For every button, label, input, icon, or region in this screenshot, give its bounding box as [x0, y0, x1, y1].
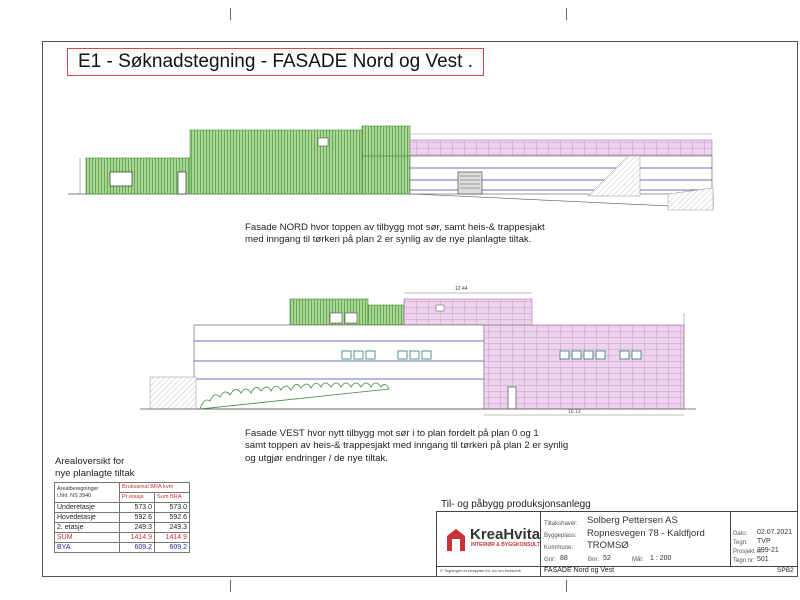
- dimension-label: 16.13: [568, 409, 581, 415]
- green-wing-high: [190, 130, 362, 194]
- table-row-bya: BYA 609.2 609.2: [55, 543, 190, 553]
- registration-tick: [566, 580, 567, 592]
- table-row: Underetasje 573.0 573.0: [55, 503, 190, 513]
- north-caption-line: med inngang til tørkeri på plan 2 er synlig av de nye planlagte tiltak.: [245, 234, 532, 246]
- table-row: Hovedetasje 592.6 592.6: [55, 513, 190, 523]
- area-overview-title: Arealoversikt for nye planlagte tiltak: [55, 456, 135, 479]
- table-row-sum: SUM 1414.9 1414.9: [55, 533, 190, 543]
- registration-tick: [230, 8, 231, 20]
- pink-top-strip: [410, 140, 712, 156]
- table-header: Bruksareal BRA kvm: [120, 483, 190, 493]
- window: [110, 172, 132, 186]
- title-block-heading: Til- og påbygg produksjonsanlegg: [441, 499, 591, 510]
- north-caption-line: Fasade NORD hvor toppen av tilbygg mot sør, samt heis-& trappesjakt: [245, 222, 545, 233]
- west-caption-line: samt toppen av heis-& trappesjakt med inngang til tørkeri på plan 2 er synlig: [245, 440, 569, 452]
- copyright: © Tegningen er beskyttet iht. lov om åndsverk: [440, 568, 521, 573]
- logo-icon: [445, 527, 467, 553]
- sheet-id: SPB2: [777, 567, 794, 574]
- west-caption-line: og utgjør endringer / de nye tiltak.: [245, 452, 388, 464]
- logo-name: KreaHvita: [470, 526, 541, 543]
- garage-door: [458, 172, 482, 194]
- west-caption-line: Fasade VEST hvor nytt tilbygg mot sør i to plan fordelt på plan 0 og 1: [245, 428, 539, 439]
- logo-subtitle: INTERIØR & BYGGKONSULT: [471, 542, 540, 548]
- west-facade-drawing: [140, 283, 700, 423]
- retaining-wall: [150, 377, 196, 409]
- dimension-label: 12.44: [455, 286, 468, 292]
- kommune-value: TROMSØ: [587, 540, 629, 551]
- green-wing-low: [86, 158, 190, 194]
- registration-tick: [566, 8, 567, 20]
- byggeplass-value: Ropnesvegen 78 - Kaldfjord: [587, 528, 705, 539]
- green-roof-block: [362, 126, 410, 156]
- table-row: 2. etasje 249.3 249.3: [55, 523, 190, 533]
- north-facade-drawing: [68, 118, 728, 230]
- table-header: Arealberegninger i.hht. NS 3940: [55, 483, 120, 503]
- registration-tick: [230, 580, 231, 592]
- drawing-name: FASADE Nord og Vest: [544, 567, 615, 574]
- table-header: Sum BRA: [155, 493, 190, 503]
- drawing-title: E1 - Søknadstegning - FASADE Nord og Vest .: [67, 48, 484, 76]
- existing-building: [410, 156, 712, 194]
- pink-upper-block: [404, 299, 532, 325]
- door: [508, 387, 516, 409]
- tiltakshaver-value: Solberg Pettersen AS: [587, 515, 678, 526]
- table-header: Pr.etasje: [120, 493, 155, 503]
- door: [178, 172, 186, 194]
- area-table: [54, 482, 190, 553]
